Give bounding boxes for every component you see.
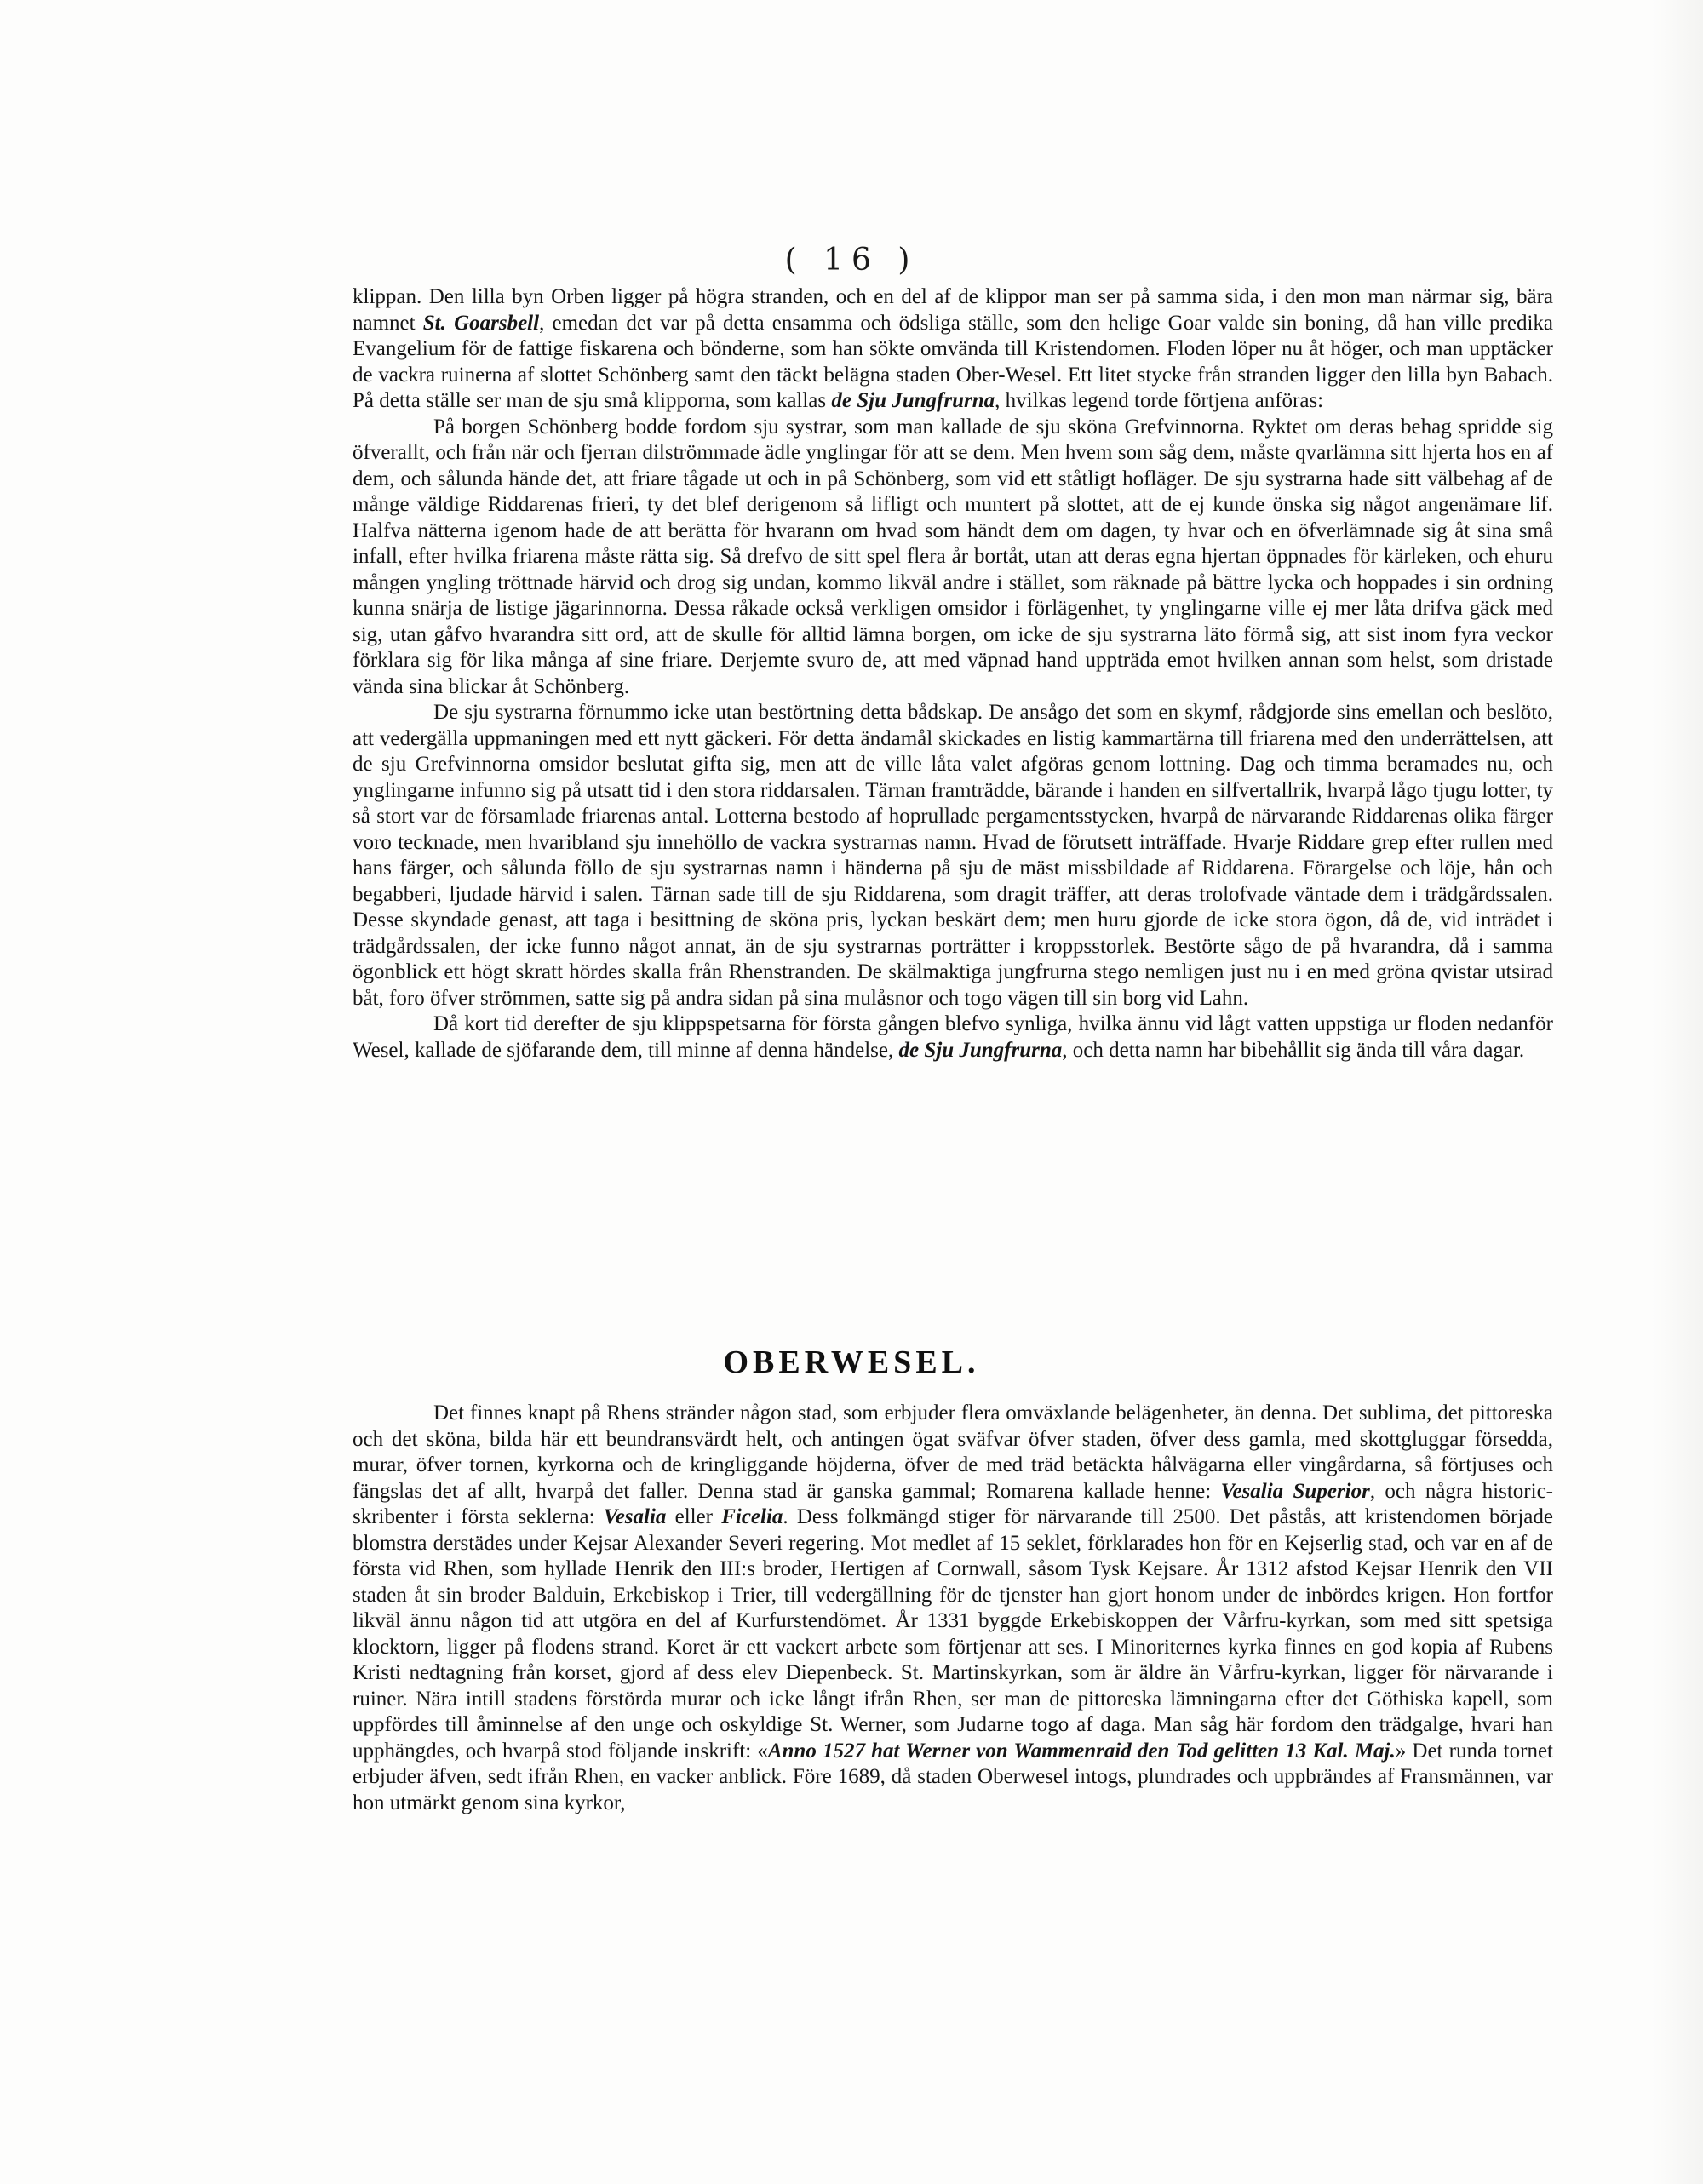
text-run: Då kort tid derefter de sju klippspetsarna för första gången blefvo synliga, hvilka ännu vid lågt vatten uppstiga ur floden nedanför Wesel, kallade de sjöfarande dem, till minne af denna händelse, bbox=[353, 1012, 1553, 1062]
italic-name-st-goarsbell: St. Goarsbell bbox=[422, 311, 540, 335]
italic-name-ficelia: Ficelia bbox=[721, 1505, 783, 1528]
paragraph-schonberg: På borgen Schönberg bodde fordom sju systrar, som man kallade de sju sköna Grefvinnorna. Ryktet om deras behag spridde sig öfverallt, och från när och fjerran dilströmmade ädle ynglingar för att se dem. Men hvem som såg dem, måste qvarlämna sitt hjerta hos en af dem, och sålunda hände det, att friare tågade ut och in på Schönberg, som vid ett ståtligt hofläger. De sju systrarna hade sitt välbehag af de månge väldige Riddarenas frieri, ty det blef derigenom så lifligt och muntert på slottet, att de ej kunde önska sig något angenämare lif. Halfva nätterna igenom hade de att berätta för hvarann om hvad som händt dem om dagen, ty hvar och en öfverlämnade sig åt sina små infall, efter hvilka friarena måste rätta sig. Så drefvo de sitt spel flera år bortåt, utan att deras egna hjertan öppnades för kärleken, och ehuru mången yngling tröttnade härvid och drog sig undan, kommo likväl andre i stället, som räknade på bättre lycka och hoppades i sin ordning kunna snärja de listige jägarinnorna. Dessa råkade också verkligen omsidor i förlägenhet, ty ynglingarne ville ej mer låta drifva gäck med sig, utan gåfvo hvarandra sitt ord, att de skulle för alltid lämna borgen, om icke de sju systrarna läto förmå sig, att sist inom fyra veckor förklara sig för lika många af sine friare. Derjemte svuro de, att med väpnad hand uppträda emot hvilken annan som helst, som dristade vända sina blickar åt Schönberg. bbox=[353, 415, 1553, 698]
italic-inscription: Anno 1527 hat Werner von Wammenraid den Tod gelitten 13 Kal. Maj. bbox=[767, 1739, 1396, 1763]
oberwesel-text-block bbox=[353, 1401, 1553, 1816]
paragraph-klippspetsarna bbox=[353, 1012, 1553, 1063]
text-run: , hvilkas legend torde förtjena anföras: bbox=[995, 389, 1324, 412]
text-run: , och detta namn har bibehållit sig ända till våra dagar. bbox=[1062, 1038, 1525, 1062]
italic-name-sju-jungfrurna: de Sju Jungfrurna bbox=[898, 1038, 1063, 1062]
text-run: . Dess folkmängd stiger för närvarande till 2500. Det påstås, att kristendomen började blomstra derstädes under Kejsar Alexander Severi regering. Mot medlet af 15 seklet, förklarades hon för en Kejserlig stad, och var en af de första vid Rhen, som hyllade Henrik den III:s broder, Hertigen af Cornwall, såsom Tysk Kejsare. År 1312 afstod Kejsar Henrik den VII staden åt sin broder Balduin, Erkebiskop i Trier, till vedergällning för de tjenster han gjort honom under de inbördes krigen. Hon fortfor likväl ännu någon tid att utgöra en del af Kurfurstendömet. År 1331 byggde Erkebiskoppen der Vårfru-kyrkan, som med sitt spetsiga klocktorn, ligger på flodens strand. Koret är ett vackert arbete som förtjenar att ses. I Minoriternes kyrka finnes en god kopia af Rubens Kristi nedtagning från korset, gjord af dess elev Diepenbeck. St. Martinskyrkan, som är äldre än Vårfru-kyrkan, ligger för närvarande i ruiner. Nära intill stadens förstörda murar och icke långt ifrån Rhen, ser man de pittoreska lämningarna efter det Göthiska kapell, som uppfördes till åminnelse af den unge och oskyldige St. Werner, som Judarne togo af daga. Man såg här fordom den trädgalge, hvari han upphängdes, och hvarpå stod följande inskrift: « bbox=[353, 1505, 1553, 1763]
text-run: » Det runda tornet erbjuder äfven, sedt ifrån Rhen, en vacker anblick. Före 1689, då staden Oberwesel intogs, plundrades och uppbrändes af Fransmännen, var hon utmärkt genom sina kyrkor, bbox=[353, 1739, 1553, 1814]
section-heading-oberwesel: OBERWESEL. bbox=[723, 1344, 980, 1380]
page-number: ( 16 ) bbox=[784, 243, 919, 278]
text-run: Det finnes knapt på Rhens stränder någon stad, som erbjuder flera omväxlande belägenheter, än denna. Det sublima, det pittoreska och det sköna, bilda här ett beundransvärdt helt, och antingen ögat sväfvar öfver staden, öfver dess gamla, med skottgluggar försedda, murar, öfver tornen, kyrkorna och de kringliggande höjderna, öfver de med träd betäckta hålvägarna eller vingårdarna, så förtjuses och fängslas det af allt, hvarpå det faller. Denna stad är ganska gammal; Romarena kallade henne: bbox=[353, 1402, 1553, 1503]
text-run: klippan. Den lilla byn Orben ligger på högra stranden, och en del af de klippor man ser på samma sida, i den mon man närmar sig, bära namnet bbox=[353, 285, 1553, 335]
text-run: , emedan det var på detta ensamma och ödsliga ställe, som den helige Goar valde sin boning, då han ville predika Evangelium för de fattige fiskarena och bönderne, som han sökte omvända till Kristendomen. Floden löper nu åt höger, och man upptäcker de vackra ruinerna af slottet Schönberg samt den täckt belägna staden Ober-Wesel. Ett litet stycke från stranden ligger den lilla byn Babach. På detta ställe ser man de sju små klipporna, som kallas bbox=[353, 311, 1554, 412]
text-run: eller bbox=[666, 1505, 722, 1528]
scan-edge-shadow bbox=[1652, 0, 1703, 2184]
legend-text-block bbox=[353, 284, 1553, 1063]
text-run: , och några historic-skribenter i första seklerna: bbox=[353, 1479, 1553, 1528]
paragraph-oberwesel bbox=[353, 1401, 1553, 1816]
paragraph-systrarna: De sju systrarna förnummo icke utan bestörtning detta bådskap. De ansågo det som en skymf, rådgjorde sins emellan och beslöto, att vedergälla uppmaningen med ett nytt gäckeri. För detta ändamål skickades en listig kammartärna till friarena med den underrättelsen, att de sju Grefvinnorna omsidor beslutat gifta sig, men att de ville låta valet afgöras genom lottning. Dag och timma beramades nu, och ynglingarne infunno sig på utsatt tid i den stora riddarsalen. Tärnan framträdde, bärande i handen en silfvertallrik, hvarpå lågo tjugu lotter, ty så stort var de församlade friarenas antal. Lotterna bestodo af hoprullade pergamentsstycken, hvarpå de närvarande Riddarenas olika färger voro tecknade, men hvaribland sju innehöllo de vackra systrarnas namn. Hvad de förutsett inträffade. Hvarje Riddare grep efter rullen med hans färger, och sålunda föllo de sju systrarnas namn i händerna på sju de mäst missbildade af Riddarena. Förargelse och löje, hån och begabberi, ljudade härvid i salen. Tärnan sade till de sju Riddarena, som dragit träffer, att deras trolofvade väntade dem i trädgårdssalen. Desse skyndade genast, att taga i besittning de sköna pris, lyckan beskärt dem; men huru gjorde de icke stora ögon, då de, vid inträdet i trädgårdssalen, der icke funno något annat, än de sju systrarnas porträtter i kroppsstorlek. Bestörte sågo de på hvarandra, då i samma ögonblick ett högt skratt hördes skalla från Rhenstranden. De skälmaktiga jungfrurna stego nemligen just nu i en med gröna qvistar utsirad båt, foro öfver strömmen, satte sig på andra sidan på sina mulåsnor och togo vägen till sin borg vid Lahn. bbox=[353, 701, 1553, 1010]
italic-name-vesalia-superior: Vesalia Superior bbox=[1220, 1479, 1370, 1503]
italic-name-sju-jungfrurna: de Sju Jungfrurna bbox=[831, 389, 995, 412]
italic-name-vesalia: Vesalia bbox=[603, 1505, 667, 1528]
paragraph-klippan bbox=[353, 284, 1553, 415]
